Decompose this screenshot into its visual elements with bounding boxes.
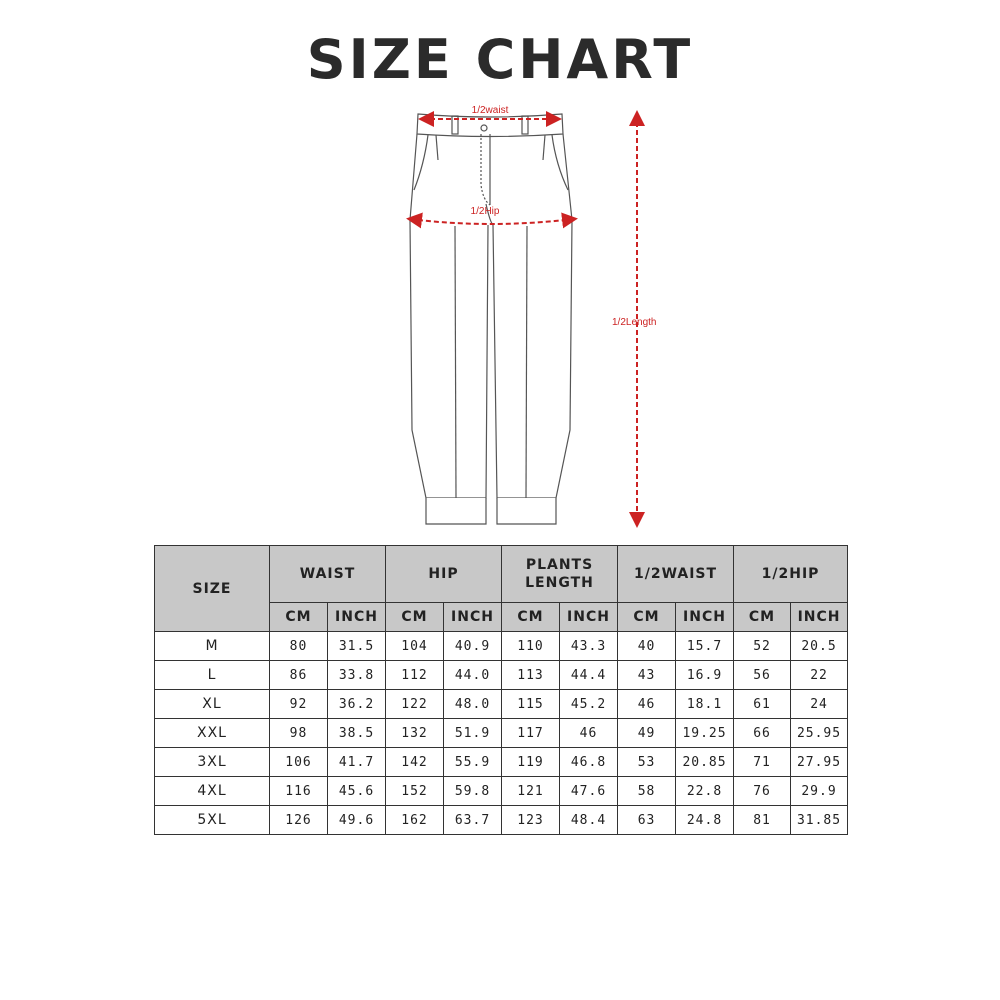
value-cell: 43 <box>618 661 676 690</box>
value-cell: 162 <box>386 806 444 835</box>
size-cell: 3XL <box>155 748 270 777</box>
value-cell: 47.6 <box>560 777 618 806</box>
waist-measure-label: 1/2waist <box>471 105 509 116</box>
value-cell: 132 <box>386 719 444 748</box>
value-cell: 116 <box>270 777 328 806</box>
value-cell: 46 <box>560 719 618 748</box>
value-cell: 112 <box>386 661 444 690</box>
value-cell: 63.7 <box>444 806 502 835</box>
value-cell: 31.85 <box>791 806 848 835</box>
value-cell: 152 <box>386 777 444 806</box>
size-cell: 5XL <box>155 806 270 835</box>
value-cell: 104 <box>386 632 444 661</box>
trousers-icon <box>410 114 572 524</box>
value-cell: 122 <box>386 690 444 719</box>
unit-header-inch: INCH <box>328 603 386 632</box>
unit-header-cm: CM <box>386 603 444 632</box>
value-cell: 113 <box>502 661 560 690</box>
unit-header-inch: INCH <box>791 603 848 632</box>
size-header: SIZE <box>155 546 270 632</box>
value-cell: 49.6 <box>328 806 386 835</box>
value-cell: 59.8 <box>444 777 502 806</box>
value-cell: 106 <box>270 748 328 777</box>
value-cell: 19.25 <box>676 719 734 748</box>
table-row <box>155 632 848 661</box>
value-cell: 98 <box>270 719 328 748</box>
value-cell: 51.9 <box>444 719 502 748</box>
value-cell: 76 <box>734 777 791 806</box>
value-cell: 142 <box>386 748 444 777</box>
table-row <box>155 719 848 748</box>
value-cell: 81 <box>734 806 791 835</box>
value-cell: 24 <box>791 690 848 719</box>
value-cell: 86 <box>270 661 328 690</box>
value-cell: 115 <box>502 690 560 719</box>
unit-header-cm: CM <box>618 603 676 632</box>
value-cell: 24.8 <box>676 806 734 835</box>
value-cell: 92 <box>270 690 328 719</box>
value-cell: 29.9 <box>791 777 848 806</box>
unit-header-inch: INCH <box>444 603 502 632</box>
value-cell: 22.8 <box>676 777 734 806</box>
value-cell: 117 <box>502 719 560 748</box>
value-cell: 44.0 <box>444 661 502 690</box>
table-row <box>155 806 848 835</box>
value-cell: 58 <box>618 777 676 806</box>
size-cell: L <box>155 661 270 690</box>
unit-header-cm: CM <box>734 603 791 632</box>
value-cell: 41.7 <box>328 748 386 777</box>
value-cell: 33.8 <box>328 661 386 690</box>
value-cell: 40.9 <box>444 632 502 661</box>
table-row <box>155 690 848 719</box>
value-cell: 126 <box>270 806 328 835</box>
value-cell: 61 <box>734 690 791 719</box>
value-cell: 48.0 <box>444 690 502 719</box>
value-cell: 38.5 <box>328 719 386 748</box>
value-cell: 44.4 <box>560 661 618 690</box>
unit-header-inch: INCH <box>676 603 734 632</box>
value-cell: 48.4 <box>560 806 618 835</box>
value-cell: 53 <box>618 748 676 777</box>
table-row <box>155 661 848 690</box>
value-cell: 119 <box>502 748 560 777</box>
value-cell: 43.3 <box>560 632 618 661</box>
value-cell: 31.5 <box>328 632 386 661</box>
group-header-length: PLANTS LENGTH <box>502 546 618 603</box>
group-header-hip: HIP <box>386 546 502 603</box>
value-cell: 25.95 <box>791 719 848 748</box>
value-cell: 45.6 <box>328 777 386 806</box>
unit-header-inch: INCH <box>560 603 618 632</box>
size-cell: M <box>155 632 270 661</box>
value-cell: 55.9 <box>444 748 502 777</box>
value-cell: 22 <box>791 661 848 690</box>
table-row <box>155 748 848 777</box>
value-cell: 45.2 <box>560 690 618 719</box>
table-row <box>155 777 848 806</box>
value-cell: 123 <box>502 806 560 835</box>
value-cell: 18.1 <box>676 690 734 719</box>
group-header-half-waist: 1/2WAIST <box>618 546 734 603</box>
value-cell: 16.9 <box>676 661 734 690</box>
value-cell: 20.5 <box>791 632 848 661</box>
value-cell: 20.85 <box>676 748 734 777</box>
value-cell: 63 <box>618 806 676 835</box>
length-measure-label: 1/2Length <box>612 317 657 328</box>
group-header-waist: WAIST <box>270 546 386 603</box>
value-cell: 15.7 <box>676 632 734 661</box>
size-cell: XL <box>155 690 270 719</box>
value-cell: 36.2 <box>328 690 386 719</box>
size-cell: 4XL <box>155 777 270 806</box>
size-cell: XXL <box>155 719 270 748</box>
value-cell: 40 <box>618 632 676 661</box>
page-title: SIZE CHART <box>306 28 694 91</box>
unit-header-cm: CM <box>502 603 560 632</box>
value-cell: 80 <box>270 632 328 661</box>
value-cell: 66 <box>734 719 791 748</box>
value-cell: 110 <box>502 632 560 661</box>
value-cell: 52 <box>734 632 791 661</box>
value-cell: 56 <box>734 661 791 690</box>
value-cell: 121 <box>502 777 560 806</box>
group-header-half-hip: 1/2HIP <box>734 546 848 603</box>
value-cell: 46 <box>618 690 676 719</box>
hip-measure-label: 1/2Hip <box>470 206 500 217</box>
value-cell: 27.95 <box>791 748 848 777</box>
value-cell: 49 <box>618 719 676 748</box>
unit-header-cm: CM <box>270 603 328 632</box>
size-table-body <box>155 632 848 835</box>
value-cell: 71 <box>734 748 791 777</box>
size-table <box>154 545 848 835</box>
value-cell: 46.8 <box>560 748 618 777</box>
